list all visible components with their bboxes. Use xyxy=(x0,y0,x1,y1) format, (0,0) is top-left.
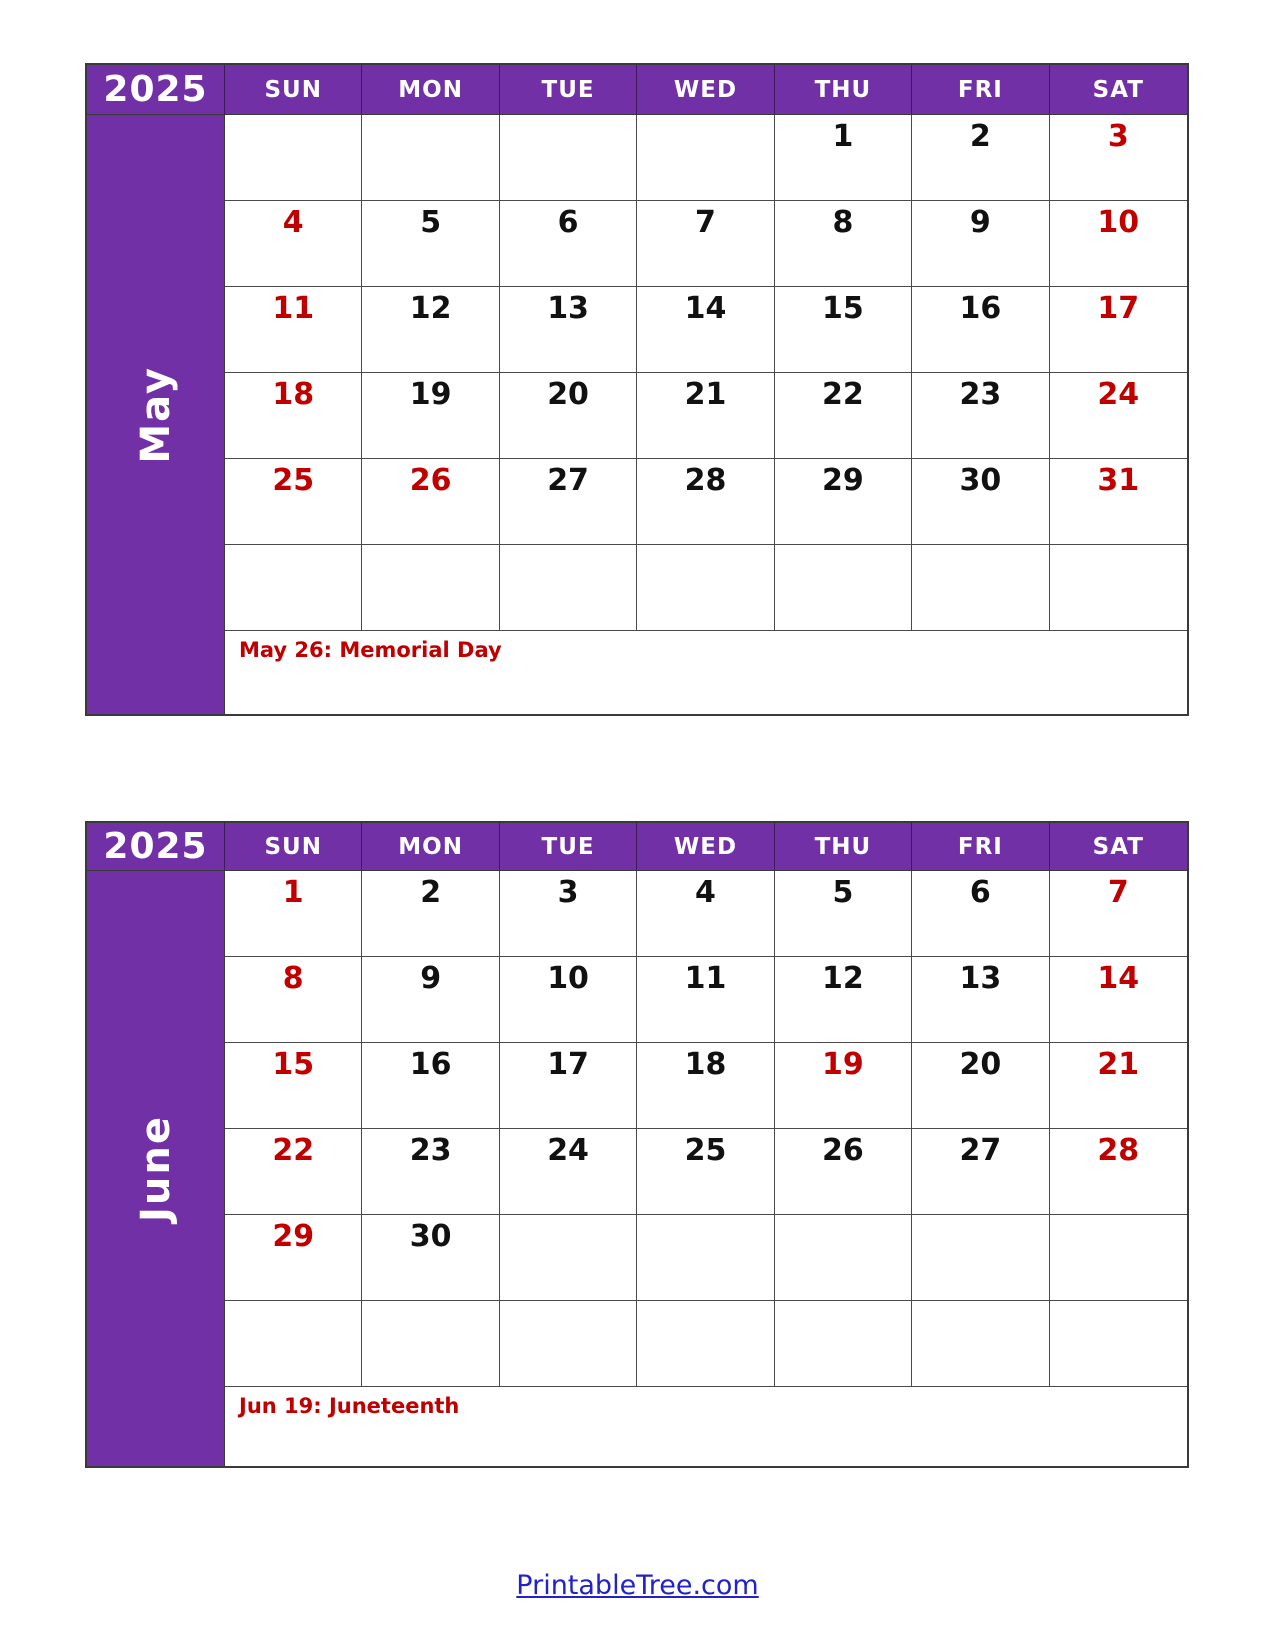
day-cell: 19 xyxy=(775,1043,912,1129)
day-cell: 14 xyxy=(637,287,774,373)
empty-cell xyxy=(775,1301,912,1387)
day-cell: 27 xyxy=(912,1129,1049,1215)
year-label: 2025 xyxy=(87,65,225,115)
empty-cell xyxy=(637,1215,774,1301)
weekday-header-thu: THU xyxy=(775,65,912,115)
empty-cell xyxy=(912,545,1049,631)
day-cell: 11 xyxy=(225,287,362,373)
day-cell: 20 xyxy=(500,373,637,459)
calendar-may xyxy=(85,63,1189,716)
day-cell: 20 xyxy=(912,1043,1049,1129)
weekday-header-thu: THU xyxy=(775,823,912,871)
day-cell: 25 xyxy=(637,1129,774,1215)
empty-cell xyxy=(500,115,637,201)
day-cell: 24 xyxy=(500,1129,637,1215)
empty-cell xyxy=(1050,1215,1187,1301)
empty-cell xyxy=(1050,545,1187,631)
day-cell: 8 xyxy=(775,201,912,287)
day-cell: 5 xyxy=(362,201,499,287)
empty-cell xyxy=(500,1301,637,1387)
day-cell: 2 xyxy=(362,871,499,957)
day-cell: 28 xyxy=(1050,1129,1187,1215)
day-cell: 23 xyxy=(362,1129,499,1215)
day-cell: 14 xyxy=(1050,957,1187,1043)
day-cell: 21 xyxy=(637,373,774,459)
empty-cell xyxy=(775,1215,912,1301)
weekday-header-tue: TUE xyxy=(500,65,637,115)
day-cell: 9 xyxy=(362,957,499,1043)
day-cell: 29 xyxy=(225,1215,362,1301)
empty-cell xyxy=(362,115,499,201)
day-cell: 25 xyxy=(225,459,362,545)
day-cell: 26 xyxy=(775,1129,912,1215)
empty-cell xyxy=(225,545,362,631)
holiday-note: Jun 19: Juneteenth xyxy=(225,1387,1187,1466)
empty-cell xyxy=(225,1301,362,1387)
day-cell: 4 xyxy=(637,871,774,957)
day-cell: 26 xyxy=(362,459,499,545)
day-cell: 17 xyxy=(500,1043,637,1129)
day-cell: 4 xyxy=(225,201,362,287)
holiday-note: May 26: Memorial Day xyxy=(225,631,1187,714)
day-cell: 31 xyxy=(1050,459,1187,545)
calendar-june xyxy=(85,821,1189,1468)
year-label: 2025 xyxy=(87,823,225,871)
empty-cell xyxy=(637,545,774,631)
day-cell: 3 xyxy=(1050,115,1187,201)
day-cell: 2 xyxy=(912,115,1049,201)
empty-cell xyxy=(637,1301,774,1387)
month-label: June xyxy=(132,1115,179,1222)
day-cell: 18 xyxy=(637,1043,774,1129)
day-cell: 6 xyxy=(912,871,1049,957)
day-cell: 15 xyxy=(225,1043,362,1129)
site-link[interactable]: PrintableTree.com xyxy=(516,1570,759,1601)
month-label: May xyxy=(132,365,179,464)
day-cell: 1 xyxy=(775,115,912,201)
day-cell: 6 xyxy=(500,201,637,287)
day-cell: 17 xyxy=(1050,287,1187,373)
month-column-june xyxy=(87,871,225,1466)
day-cell: 27 xyxy=(500,459,637,545)
day-cell: 18 xyxy=(225,373,362,459)
weekday-header-wed: WED xyxy=(637,823,774,871)
day-cell: 10 xyxy=(1050,201,1187,287)
empty-cell xyxy=(912,1215,1049,1301)
weekday-header-mon: MON xyxy=(362,823,499,871)
day-cell: 7 xyxy=(637,201,774,287)
empty-cell xyxy=(500,1215,637,1301)
empty-cell xyxy=(500,545,637,631)
day-cell: 16 xyxy=(362,1043,499,1129)
empty-cell xyxy=(362,1301,499,1387)
day-cell: 30 xyxy=(362,1215,499,1301)
weekday-header-wed: WED xyxy=(637,65,774,115)
day-cell: 12 xyxy=(362,287,499,373)
day-cell: 13 xyxy=(500,287,637,373)
empty-cell xyxy=(912,1301,1049,1387)
empty-cell xyxy=(225,115,362,201)
day-cell: 7 xyxy=(1050,871,1187,957)
day-cell: 24 xyxy=(1050,373,1187,459)
empty-cell xyxy=(637,115,774,201)
day-cell: 5 xyxy=(775,871,912,957)
day-cell: 22 xyxy=(225,1129,362,1215)
day-cell: 13 xyxy=(912,957,1049,1043)
day-cell: 9 xyxy=(912,201,1049,287)
day-cell: 11 xyxy=(637,957,774,1043)
weekday-header-sat: SAT xyxy=(1050,65,1187,115)
weekday-header-sun: SUN xyxy=(225,823,362,871)
day-cell: 29 xyxy=(775,459,912,545)
day-cell: 15 xyxy=(775,287,912,373)
day-cell: 3 xyxy=(500,871,637,957)
empty-cell xyxy=(362,545,499,631)
empty-cell xyxy=(775,545,912,631)
day-cell: 8 xyxy=(225,957,362,1043)
month-column-may xyxy=(87,115,225,714)
day-cell: 19 xyxy=(362,373,499,459)
day-cell: 16 xyxy=(912,287,1049,373)
day-cell: 22 xyxy=(775,373,912,459)
day-cell: 21 xyxy=(1050,1043,1187,1129)
weekday-header-sun: SUN xyxy=(225,65,362,115)
weekday-header-tue: TUE xyxy=(500,823,637,871)
weekday-header-sat: SAT xyxy=(1050,823,1187,871)
empty-cell xyxy=(1050,1301,1187,1387)
day-cell: 30 xyxy=(912,459,1049,545)
day-cell: 1 xyxy=(225,871,362,957)
day-cell: 28 xyxy=(637,459,774,545)
weekday-header-fri: FRI xyxy=(912,823,1049,871)
day-cell: 12 xyxy=(775,957,912,1043)
day-cell: 10 xyxy=(500,957,637,1043)
day-cell: 23 xyxy=(912,373,1049,459)
weekday-header-mon: MON xyxy=(362,65,499,115)
footer xyxy=(0,1570,1275,1601)
weekday-header-fri: FRI xyxy=(912,65,1049,115)
